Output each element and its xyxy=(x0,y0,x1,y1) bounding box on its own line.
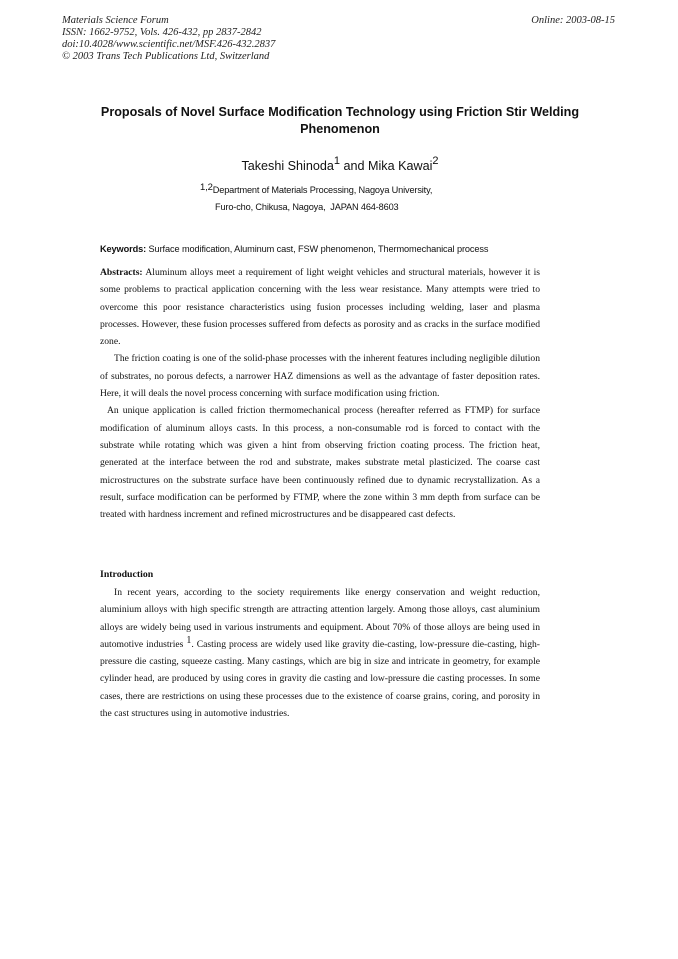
affiliation-mark: 1,2 xyxy=(200,182,213,193)
introduction-paragraph xyxy=(100,584,540,722)
paper-title: Proposals of Novel Surface Modification Technology using Friction Stir Welding Phenomenon xyxy=(100,105,580,136)
affiliation-line-2: Furo-cho, Chikusa, Nagoya, JAPAN 464-8603 xyxy=(215,202,399,212)
introduction-text: . Casting process are widely used like gravity die-casting, low-pressure die-casting, high-pressure die casting, squeeze casting. Many castings, which are big in size and intricate in geometry, for example cylinder head, are produced by using cores in gravity die casting and low-pressure die casting processes. In some cases, there are restrictions on using these processes due to the existence of coarse grains, coring, and porosity in the cast structures using in automotive industries. xyxy=(100,638,540,720)
author-name: Takeshi Shinoda xyxy=(241,159,334,173)
author-joiner: and xyxy=(340,159,369,173)
abstract xyxy=(100,264,540,523)
journal-name: Materials Science Forum xyxy=(62,15,169,26)
abstract-label: Abstracts: xyxy=(100,267,143,278)
introduction-text: In recent years, according to the society requirements like energy conservation and weight reduction, aluminium alloys with high specific strength are attracting attention largely. Among those alloys, cast aluminium alloys are widely being used in various instruments and equipment. About 70% of those alloys are being used in automotive industries xyxy=(100,587,540,650)
affiliation xyxy=(200,182,560,216)
keywords xyxy=(100,242,580,256)
affiliation-line-1: Department of Materials Processing, Nagoya University, xyxy=(212,185,433,195)
online-date: Online: 2003-08-15 xyxy=(531,15,615,26)
author-affiliation-mark: 1 xyxy=(333,155,340,167)
introduction-body xyxy=(100,584,540,722)
keywords-label: Keywords: xyxy=(100,244,147,254)
author-affiliation-mark: 2 xyxy=(432,155,439,167)
abstract-paragraph: An unique application is called friction thermomechanical process (hereafter referred as FTMP) for surface modification of aluminum alloys casts. In this process, a non-consumable rod is forced to contact with the substrate while rotating which was given a hint from observing friction coating process. The friction heat, generated at the interface between the rod and substrate, makes substrate metal plasticized. The coarse cast microstructures on the substrate surface have been continuously refined due to dynamic recrystallization. As a result, surface modification can be performed by FTMP, where the zone within 3 mm depth from surface can be treated with hardness increment and refined microstructures and be disappeared cast defects. xyxy=(100,405,540,521)
introduction-heading: Introduction xyxy=(100,569,154,580)
abstract-text: Aluminum alloys meet a requirement of light weight vehicles and structural materials, however it is some problems to practical application concerning with the less wear resistance. Many attempts were tried to overcome this poor resistance characteristics using fusion processes including welding, laser and plasma processes. However, these fusion processes suffered from defects as porosity and as cracks in the surface modified zone. xyxy=(100,267,540,348)
abstract-paragraph: The friction coating is one of the solid-phase processes with the inherent features including negligible dilution of substrates, no porous defects, a narrower HAZ dimensions as well as the advantage of faster deposition rates. Here, it will deals the novel process concerning with surface modification using friction. xyxy=(100,353,540,400)
issn-line: ISSN: 1662-9752, Vols. 426-432, pp 2837-2842 xyxy=(62,27,262,38)
author-list xyxy=(100,157,580,175)
publication-header xyxy=(62,15,617,63)
author-name: Mika Kawai xyxy=(368,159,433,173)
copyright-line: © 2003 Trans Tech Publications Ltd, Switzerland xyxy=(62,51,270,62)
doi-line[interactable]: doi:10.4028/www.scientific.net/MSF.426-432.2837 xyxy=(62,39,276,50)
abstract-paragraph xyxy=(100,264,540,350)
reference-mark[interactable]: 1 xyxy=(186,634,192,646)
keywords-text: Surface modification, Aluminum cast, FSW phenomenon, Thermomechanical process xyxy=(146,244,489,254)
